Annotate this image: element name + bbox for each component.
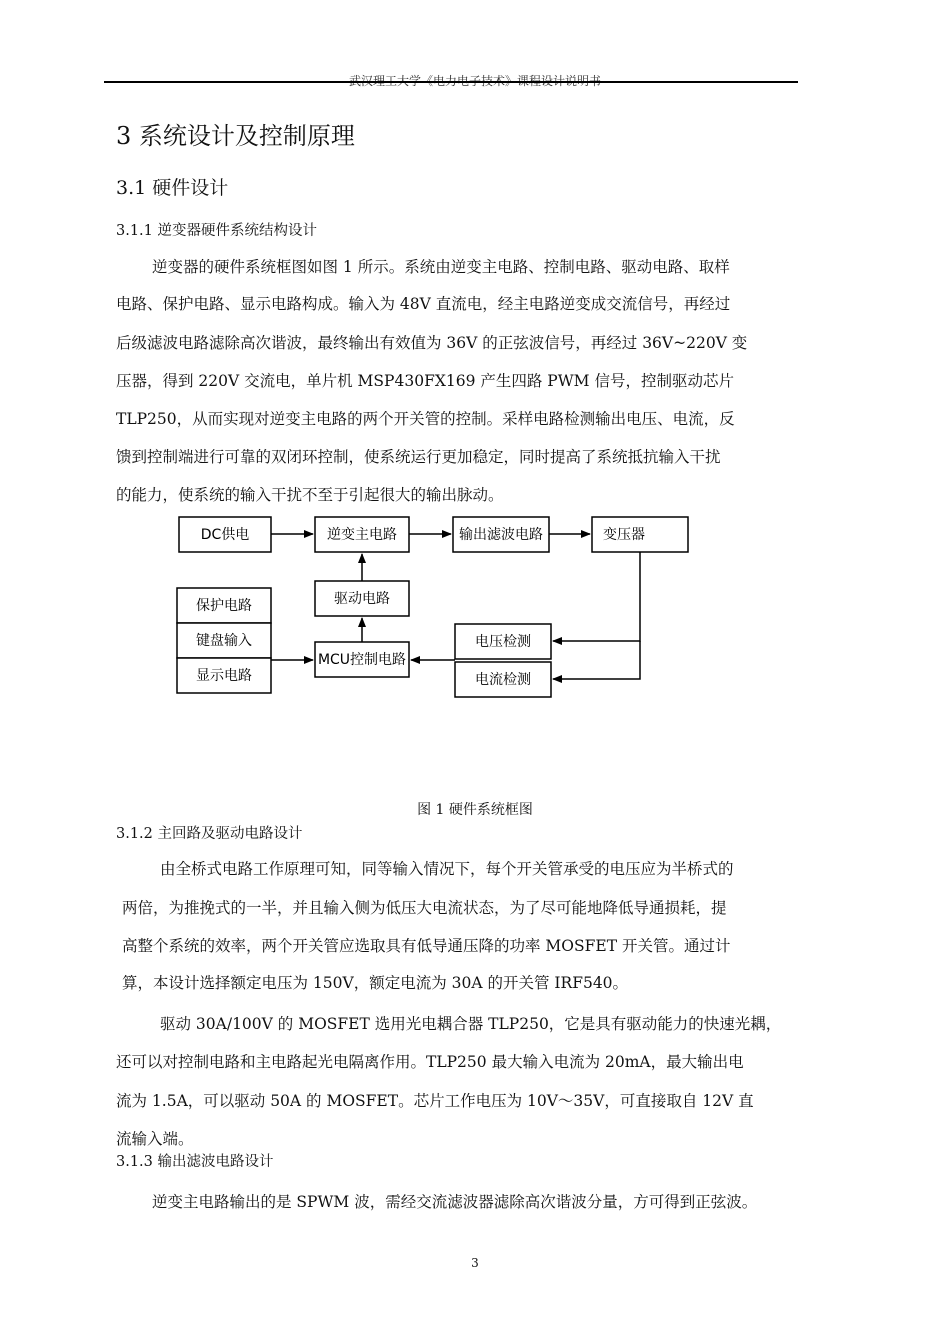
paragraph-line: 高整个系统的效率，两个开关管应选取具有低导通压降的功率 MOSFET 开关管。通过计 [122, 937, 731, 955]
block-label: 电流检测 [475, 672, 531, 688]
paragraph-line: TLP250，从而实现对逆变主电路的两个开关管的控制。采样电路检测输出电压、电流，反 [116, 410, 735, 428]
arrow-transformer-to-current [553, 641, 640, 679]
subsection-title-1: 3.1.1 逆变器硬件系统结构设计 [116, 223, 318, 239]
paragraph-line: 还可以对控制电路和主电路起光电隔离作用。TLP250 最大输入电流为 20mA，最大输出电 [116, 1053, 744, 1071]
paragraph-line: 电路、保护电路、显示电路构成。输入为 48V 直流电，经主电路逆变成交流信号，再经过 [116, 295, 731, 313]
block-label: MCU控制电路 [317, 652, 407, 668]
block-label: 逆变主电路 [327, 527, 397, 543]
block-label: 电压检测 [475, 634, 531, 650]
paragraph-line: 后级滤波电路滤除高次谐波，最终输出有效值为 36V 的正弦波信号，再经过 36V~220V 变 [116, 334, 748, 352]
paragraph-line: 的能力，使系统的输入干扰不至于引起很大的输出脉动。 [116, 486, 504, 504]
block-label: 驱动电路 [334, 591, 390, 607]
block-label: 保护电路 [196, 598, 252, 614]
page-number: 3 [471, 1256, 479, 1270]
paragraph-line: 驱动 30A/100V 的 MOSFET 选用光电耦合器 TLP250，它是具有驱动能力的快速光耦， [160, 1015, 782, 1033]
subsection-title-3: 3.1.3 输出滤波电路设计 [116, 1154, 274, 1170]
paragraph-line: 由全桥式电路工作原理可知，同等输入情况下，每个开关管承受的电压应为半桥式的 [160, 860, 734, 878]
figure-caption: 图 1 硬件系统框图 [417, 802, 533, 818]
running-header: 武汉理工大学《电力电子技术》课程设计说明书 [348, 74, 601, 88]
subsection-title-2: 3.1.2 主回路及驱动电路设计 [116, 826, 303, 842]
block-label: DC供电 [200, 527, 250, 543]
block-label: 变压器 [603, 527, 645, 543]
chapter-title: 3 系统设计及控制原理 [116, 122, 355, 150]
block-label: 键盘输入 [196, 633, 252, 649]
paragraph-line: 两倍，为推挽式的一半，并且输入侧为低压大电流状态，为了尽可能地降低导通损耗，提 [122, 899, 727, 917]
paragraph-line: 流输入端。 [116, 1130, 194, 1148]
block-label: 输出滤波电路 [459, 527, 543, 543]
block-label: 显示电路 [196, 668, 252, 684]
paragraph-line: 逆变器的硬件系统框图如图 1 所示。系统由逆变主电路、控制电路、驱动电路、取样 [152, 258, 730, 276]
paragraph-line: 逆变主电路输出的是 SPWM 波，需经交流滤波器滤除高次谐波分量，方可得到正弦波。 [152, 1193, 758, 1211]
section-title: 3.1 硬件设计 [116, 177, 229, 199]
paragraph-line: 流为 1.5A，可以驱动 50A 的 MOSFET。芯片工作电压为 10V～35V，可直接取自 12V 直 [116, 1092, 754, 1110]
paragraph-line: 压器，得到 220V 交流电，单片机 MSP430FX169 产生四路 PWM 信号，控制驱动芯片 [116, 372, 734, 390]
paragraph-line: 馈到控制端进行可靠的双闭环控制，使系统运行更加稳定，同时提高了系统抵抗输入干扰 [116, 448, 721, 466]
arrow-transformer-to-voltage [553, 552, 640, 641]
paragraph-line: 算，本设计选择额定电压为 150V，额定电流为 30A 的开关管 IRF540。 [122, 974, 629, 992]
